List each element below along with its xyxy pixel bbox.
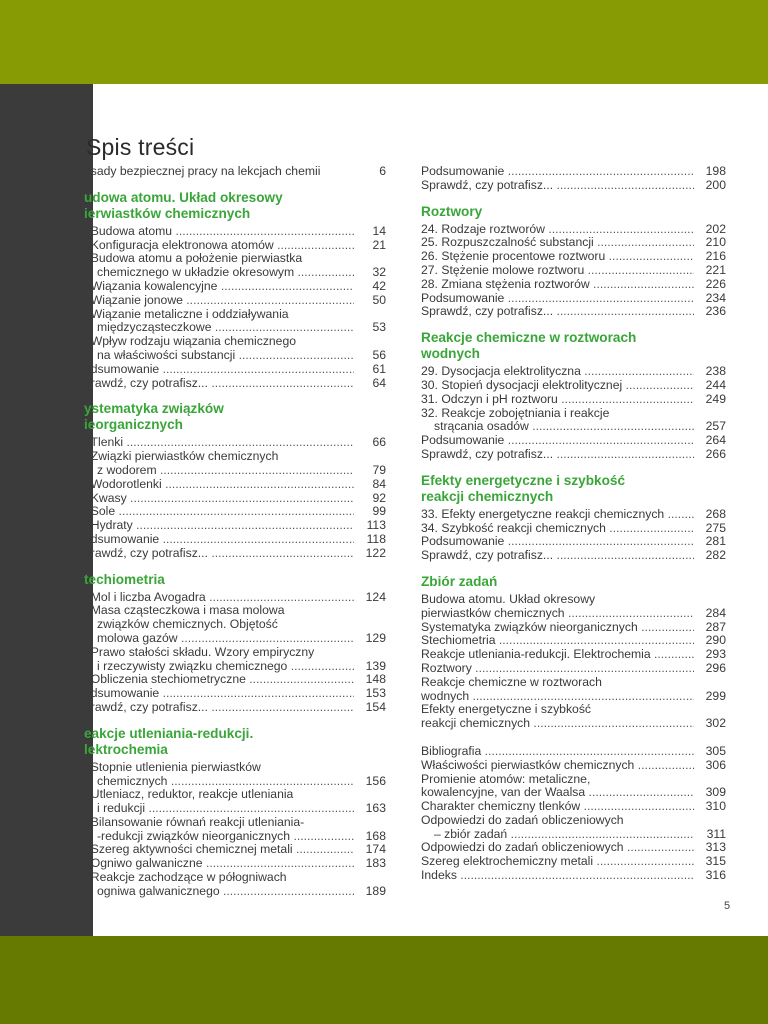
toc-entry[interactable] — [421, 621, 726, 635]
toc-page-number: 154 — [365, 699, 386, 714]
toc-entry-text: – zbiór zadań ..... — [421, 828, 694, 842]
toc-entry-text: Bibliografia ..... — [421, 745, 694, 759]
toc-entry-text: 31. Odczyn i pH roztworu ..... — [421, 393, 694, 407]
toc-entry-text: Odpowiedzi do zadań obliczeniowych ..... — [421, 841, 694, 855]
toc-entry-text: chemicznych ..... — [84, 775, 354, 789]
toc-page-number: 124 — [365, 589, 386, 604]
toc-page-number: 226 — [705, 276, 726, 291]
toc-section-heading — [421, 330, 726, 362]
toc-page-number: 21 — [372, 237, 386, 252]
toc-entry-text: . Bilansowanie równań reakcji utleniania- — [84, 814, 305, 829]
toc-entry-text: . Związki pierwiastków chemicznych — [84, 449, 279, 464]
book-page — [0, 84, 768, 936]
toc-entry-text: Podsumowanie ..... — [421, 292, 694, 306]
toc-page-number: 198 — [705, 164, 726, 178]
toc-page-number: 139 — [365, 658, 386, 673]
toc-entry-text: . Reakcje zachodzące w półogniwach — [84, 870, 287, 885]
toc-section-heading — [84, 726, 386, 758]
toc-page-number: 244 — [705, 377, 726, 392]
section-heading-line: Zbiór zadań — [421, 573, 498, 589]
toc-entry[interactable] — [421, 841, 726, 855]
book-spine-shadow — [0, 84, 93, 936]
toc-page-number: 156 — [365, 773, 386, 788]
toc-section-heading — [421, 204, 726, 220]
section-heading-line: reakcji chemicznych — [421, 488, 554, 504]
toc-entry-text: . Wpływ rodzaju wiązania chemicznego — [84, 334, 297, 349]
toc-page-number: 306 — [705, 757, 726, 772]
toc-entry[interactable] — [84, 165, 386, 179]
toc-page-number: 42 — [372, 278, 386, 293]
toc-entry[interactable] — [421, 800, 726, 814]
toc-page-number: 50 — [372, 292, 386, 307]
toc-entry[interactable] — [84, 225, 386, 239]
toc-entry[interactable] — [84, 377, 386, 391]
toc-entry-text: strącania osadów ..... — [421, 420, 694, 434]
toc-page-number: 316 — [705, 868, 726, 883]
toc-entry-text: . Szereg aktywności chemicznej metali ..... — [84, 843, 354, 857]
toc-page-number: 32 — [372, 265, 386, 280]
toc-entry-text: Promienie atomów: metaliczne, — [421, 771, 591, 786]
toc-entry-text: Podsumowanie ..... — [421, 165, 694, 179]
toc-page-number: 210 — [705, 235, 726, 250]
toc-section-heading — [84, 572, 386, 588]
toc-spacer — [421, 731, 726, 745]
toc-right-column — [421, 165, 726, 883]
toc-entry[interactable] — [421, 434, 726, 448]
toc-section-heading — [84, 401, 386, 433]
toc-entry-text: . Wodorotlenki ..... — [84, 478, 354, 492]
toc-entry[interactable] — [421, 549, 726, 563]
toc-page-number: 275 — [705, 520, 726, 535]
toc-section-heading — [421, 574, 726, 590]
toc-entry[interactable] — [421, 379, 726, 393]
toc-entry-text: prawdź, czy potrafisz... ..... — [84, 701, 354, 715]
toc-entry-text: 32. Reakcje zobojętniania i reakcje — [421, 405, 610, 420]
toc-entry-text: ogniwa galwanicznego ..... — [84, 885, 354, 899]
toc-page-number: 281 — [705, 534, 726, 549]
toc-entry-text: związków chemicznych. Objętość — [97, 617, 278, 632]
toc-entry-text: . Obliczenia stechiometryczne ..... — [84, 673, 354, 687]
toc-entry[interactable] — [84, 252, 386, 280]
toc-entry[interactable] — [421, 869, 726, 883]
toc-entry[interactable] — [84, 646, 386, 674]
toc-page-number: 113 — [366, 518, 386, 533]
toc-entry-text: wodnych ..... — [421, 690, 694, 704]
toc-entry[interactable] — [84, 492, 386, 506]
toc-entry[interactable] — [421, 365, 726, 379]
toc-entry-text: Szereg elektrochemiczny metali ..... — [421, 855, 694, 869]
toc-entry[interactable] — [421, 292, 726, 306]
toc-page-number: 221 — [705, 262, 726, 277]
toc-entry[interactable] — [84, 280, 386, 294]
toc-left-column — [84, 165, 386, 899]
toc-entry[interactable] — [421, 773, 726, 801]
toc-entry[interactable] — [421, 535, 726, 549]
toc-entry-text: 27. Stężenie molowe roztworu ..... — [421, 264, 694, 278]
toc-page-number: 310 — [705, 799, 726, 814]
toc-entry[interactable] — [84, 687, 386, 701]
toc-page-number: 313 — [705, 840, 726, 855]
toc-entry[interactable] — [84, 701, 386, 715]
toc-entry-text: Roztwory ..... — [421, 662, 694, 676]
toc-page-number: 305 — [705, 743, 726, 758]
section-heading-line: Roztwory — [421, 203, 483, 219]
toc-page-number: 287 — [705, 619, 726, 634]
toc-entry[interactable] — [84, 478, 386, 492]
toc-page-number: 183 — [365, 856, 386, 871]
toc-entry[interactable] — [84, 505, 386, 519]
toc-entry-text: 34. Szybkość reakcji chemicznych ..... — [421, 522, 694, 536]
bottom-olive-band — [0, 936, 768, 1024]
toc-entry[interactable] — [421, 448, 726, 462]
toc-entry-text: 30. Stopień dysocjacji elektrolitycznej ..... — [421, 379, 694, 393]
section-heading-line: udowa atomu. Układ okresowy — [84, 189, 283, 205]
toc-entry[interactable] — [84, 673, 386, 687]
toc-entry-text: Właściwości pierwiastków chemicznych ..... — [421, 759, 694, 773]
toc-entry[interactable] — [84, 816, 386, 844]
section-heading-line: ieorganicznych — [84, 417, 183, 433]
toc-entry[interactable] — [84, 450, 386, 478]
section-heading-line: ystematyka związków — [84, 401, 224, 417]
toc-entry-text: . Wiązanie jonowe ..... — [84, 294, 354, 308]
toc-entry-text: 28. Zmiana stężenia roztworów ..... — [421, 278, 694, 292]
toc-entry-text: Stechiometria ..... — [421, 634, 694, 648]
toc-entry-text: 24. Rodzaje roztworów ..... — [421, 223, 694, 237]
toc-page-number: 284 — [705, 605, 726, 620]
toc-entry-text: Reakcje utleniania-redukcji. Elektrochemia ..... — [421, 648, 694, 662]
toc-entry[interactable] — [421, 393, 726, 407]
toc-entry-text: . Ogniwo galwaniczne ..... — [84, 857, 354, 871]
section-heading-line: Efekty energetyczne i szybkość — [421, 472, 625, 488]
top-olive-band — [0, 0, 768, 84]
toc-page-number: 168 — [365, 828, 386, 843]
toc-entry-text: Charakter chemiczny tlenków ..... — [421, 800, 694, 814]
toc-page-number: 66 — [372, 435, 386, 450]
toc-page-number: 189 — [365, 883, 386, 898]
toc-entry-text: . Budowa atomu a położenie pierwiastka — [84, 251, 303, 266]
toc-entry[interactable] — [421, 250, 726, 264]
toc-page-number: 266 — [705, 446, 726, 461]
toc-entry-text: Systematyka związków nieorganicznych ..... — [421, 621, 694, 635]
toc-entry-text: prawdź, czy potrafisz... ..... — [84, 547, 354, 561]
toc-entry-text: 33. Efekty energetyczne reakcji chemicznych ..... — [421, 508, 694, 522]
toc-entry-text: molowa gazów ..... — [84, 632, 354, 646]
toc-entry[interactable] — [421, 634, 726, 648]
toc-page-number: 14 — [372, 223, 386, 238]
toc-entry-text: -redukcji związków nieorganicznych ..... — [84, 830, 354, 844]
toc-entry[interactable] — [84, 363, 386, 377]
toc-page-number: 118 — [366, 531, 386, 546]
toc-entry-text: międzycząsteczkowe ..... — [84, 321, 354, 335]
toc-entry-text: 29. Dysocjacja elektrolityczna ..... — [421, 365, 694, 379]
toc-entry[interactable] — [84, 857, 386, 871]
toc-page-number: 92 — [372, 490, 386, 505]
toc-page-number: 174 — [365, 842, 386, 857]
toc-entry-text: Odpowiedzi do zadań obliczeniowych — [421, 812, 624, 827]
toc-entry-text: reakcji chemicznych ..... — [421, 717, 694, 731]
toc-entry[interactable] — [421, 236, 726, 250]
toc-entry-text: . Sole ..... — [84, 505, 354, 519]
toc-entry-text: 26. Stężenie procentowe roztworu ..... — [421, 250, 694, 264]
toc-entry-text: . Hydraty ..... — [84, 519, 354, 533]
toc-entry[interactable] — [421, 662, 726, 676]
toc-page-number: 293 — [705, 647, 726, 662]
toc-entry-text: 25. Rozpuszczalność substancji ..... — [421, 236, 694, 250]
toc-section-heading — [421, 473, 726, 505]
toc-entry-text: Sprawdź, czy potrafisz... ..... — [421, 179, 694, 193]
toc-entry[interactable] — [84, 547, 386, 561]
toc-page-number: 202 — [705, 221, 726, 236]
toc-entry-text: Sprawdź, czy potrafisz... ..... — [421, 448, 694, 462]
toc-page-number: 282 — [705, 548, 726, 563]
toc-entry-text: z wodorem ..... — [84, 464, 354, 478]
toc-page-number: 53 — [372, 320, 386, 335]
toc-entry[interactable] — [84, 239, 386, 253]
toc-page-number: 163 — [365, 801, 386, 816]
toc-entry-text: Efekty energetyczne i szybkość — [421, 702, 592, 717]
toc-page-number: 290 — [705, 633, 726, 648]
toc-page-number: 79 — [372, 462, 386, 477]
toc-entry[interactable] — [421, 703, 726, 731]
toc-page-number: 249 — [705, 391, 726, 406]
toc-page-number: 238 — [705, 364, 726, 379]
section-heading-line: eakcje utleniania-redukcji. — [84, 725, 254, 741]
toc-page-number: 129 — [365, 630, 386, 645]
toc-page-number: 216 — [705, 249, 726, 264]
toc-entry-text: odsumowanie ..... — [84, 533, 354, 547]
toc-entry-text: . Masa cząsteczkowa i masa molowa — [84, 603, 285, 618]
toc-entry-text: . Utleniacz, reduktor, reakcje utleniania — [84, 787, 294, 802]
toc-entry[interactable] — [421, 745, 726, 759]
toc-entry[interactable] — [84, 604, 386, 645]
section-heading-line: techiometria — [84, 571, 165, 587]
toc-entry[interactable] — [421, 407, 726, 435]
toc-page-number: 84 — [372, 476, 386, 491]
section-heading-line: wodnych — [421, 346, 480, 362]
toc-entry[interactable] — [84, 533, 386, 547]
toc-entry[interactable] — [421, 305, 726, 319]
toc-entry[interactable] — [421, 508, 726, 522]
toc-entry[interactable] — [84, 843, 386, 857]
toc-page-number: 122 — [365, 545, 386, 560]
toc-entry-text: Indeks ..... — [421, 869, 694, 883]
toc-entry-text: Podsumowanie ..... — [421, 434, 694, 448]
toc-entry-text: pierwiastków chemicznych ..... — [421, 607, 694, 621]
toc-page-number: 296 — [705, 660, 726, 675]
toc-entry[interactable] — [421, 165, 726, 179]
section-heading-line: Reakcje chemiczne w roztworach — [421, 330, 637, 346]
toc-entry-text: chemicznego w układzie okresowym ..... — [84, 266, 354, 280]
page-number: 5 — [724, 900, 731, 912]
toc-entry[interactable] — [84, 294, 386, 308]
toc-entry-text: kowalencyjne, van der Waalsa ..... — [421, 786, 694, 800]
toc-entry-text: Podsumowanie ..... — [421, 535, 694, 549]
toc-entry[interactable] — [84, 761, 386, 789]
toc-entry[interactable] — [421, 648, 726, 662]
toc-entry[interactable] — [421, 593, 726, 621]
page-title: Spis treści — [86, 134, 195, 160]
toc-entry[interactable] — [84, 871, 386, 899]
toc-page-number: 268 — [705, 506, 726, 521]
toc-entry-text: odsumowanie ..... — [84, 363, 354, 377]
toc-page-number: 234 — [705, 290, 726, 305]
toc-entry-text: . Konfiguracja elektronowa atomów ..... — [84, 239, 354, 253]
toc-entry[interactable] — [421, 179, 726, 193]
toc-page-number: 311 — [706, 826, 726, 841]
toc-page-number: 148 — [365, 672, 386, 687]
toc-page-number: 6 — [379, 164, 386, 178]
toc-page-number: 99 — [372, 504, 386, 519]
toc-entry-text: odsumowanie ..... — [84, 687, 354, 701]
toc-entry[interactable] — [84, 436, 386, 450]
toc-entry[interactable] — [421, 264, 726, 278]
toc-page-number: 302 — [705, 716, 726, 731]
toc-entry-text: asady bezpiecznej pracy na lekcjach chemii — [84, 164, 321, 178]
toc-entry-text: . Budowa atomu ..... — [84, 225, 354, 239]
toc-entry-text: Sprawdź, czy potrafisz... ..... — [421, 305, 694, 319]
toc-entry[interactable] — [84, 591, 386, 605]
toc-entry-text: Budowa atomu. Układ okresowy — [421, 591, 596, 606]
toc-page-number: 264 — [705, 433, 726, 448]
toc-entry-text: . Tlenki ..... — [84, 436, 354, 450]
toc-entry[interactable] — [84, 788, 386, 816]
toc-entry[interactable] — [421, 223, 726, 237]
toc-entry-text: na właściwości substancji ..... — [84, 349, 354, 363]
toc-entry-text: Sprawdź, czy potrafisz... ..... — [421, 549, 694, 563]
toc-entry-text: . Wiązania kowalencyjne ..... — [84, 280, 354, 294]
toc-entry[interactable] — [84, 308, 386, 336]
toc-entry[interactable] — [421, 814, 726, 842]
toc-entry-text: . Stopnie utlenienia pierwiastków — [84, 759, 261, 774]
toc-page-number: 309 — [705, 785, 726, 800]
toc-entry[interactable] — [421, 522, 726, 536]
toc-entry[interactable] — [421, 278, 726, 292]
toc-entry-text: . Wiązanie metaliczne i oddziaływania — [84, 306, 289, 321]
toc-page-number: 64 — [372, 375, 386, 390]
toc-page-number: 153 — [365, 686, 386, 701]
toc-entry-text: prawdź, czy potrafisz... ..... — [84, 377, 354, 391]
section-heading-line: lektrochemia — [84, 741, 168, 757]
toc-entry[interactable] — [84, 335, 386, 363]
toc-page-number: 236 — [705, 304, 726, 319]
toc-page-number: 315 — [705, 854, 726, 869]
toc-entry[interactable] — [421, 676, 726, 704]
toc-entry-text: i rzeczywisty związku chemicznego ..... — [84, 660, 354, 674]
toc-entry-text: . Prawo stałości składu. Wzory empiryczny — [84, 644, 315, 659]
toc-entry-text: Reakcje chemiczne w roztworach — [421, 674, 602, 689]
toc-entry[interactable] — [421, 759, 726, 773]
toc-entry-text: i redukcji ..... — [84, 802, 354, 816]
toc-page-number: 61 — [372, 361, 386, 376]
toc-page-number: 56 — [372, 347, 386, 362]
toc-section-heading — [84, 190, 386, 222]
toc-entry-text: . Mol i liczba Avogadra ..... — [84, 591, 354, 605]
toc-page-number: 299 — [705, 688, 726, 703]
toc-entry-text: . Kwasy ..... — [84, 492, 354, 506]
toc-page-number: 200 — [705, 177, 726, 192]
toc-page-number: 257 — [705, 419, 726, 434]
toc-entry[interactable] — [421, 855, 726, 869]
section-heading-line: ierwiastków chemicznych — [84, 205, 251, 221]
toc-entry[interactable] — [84, 519, 386, 533]
